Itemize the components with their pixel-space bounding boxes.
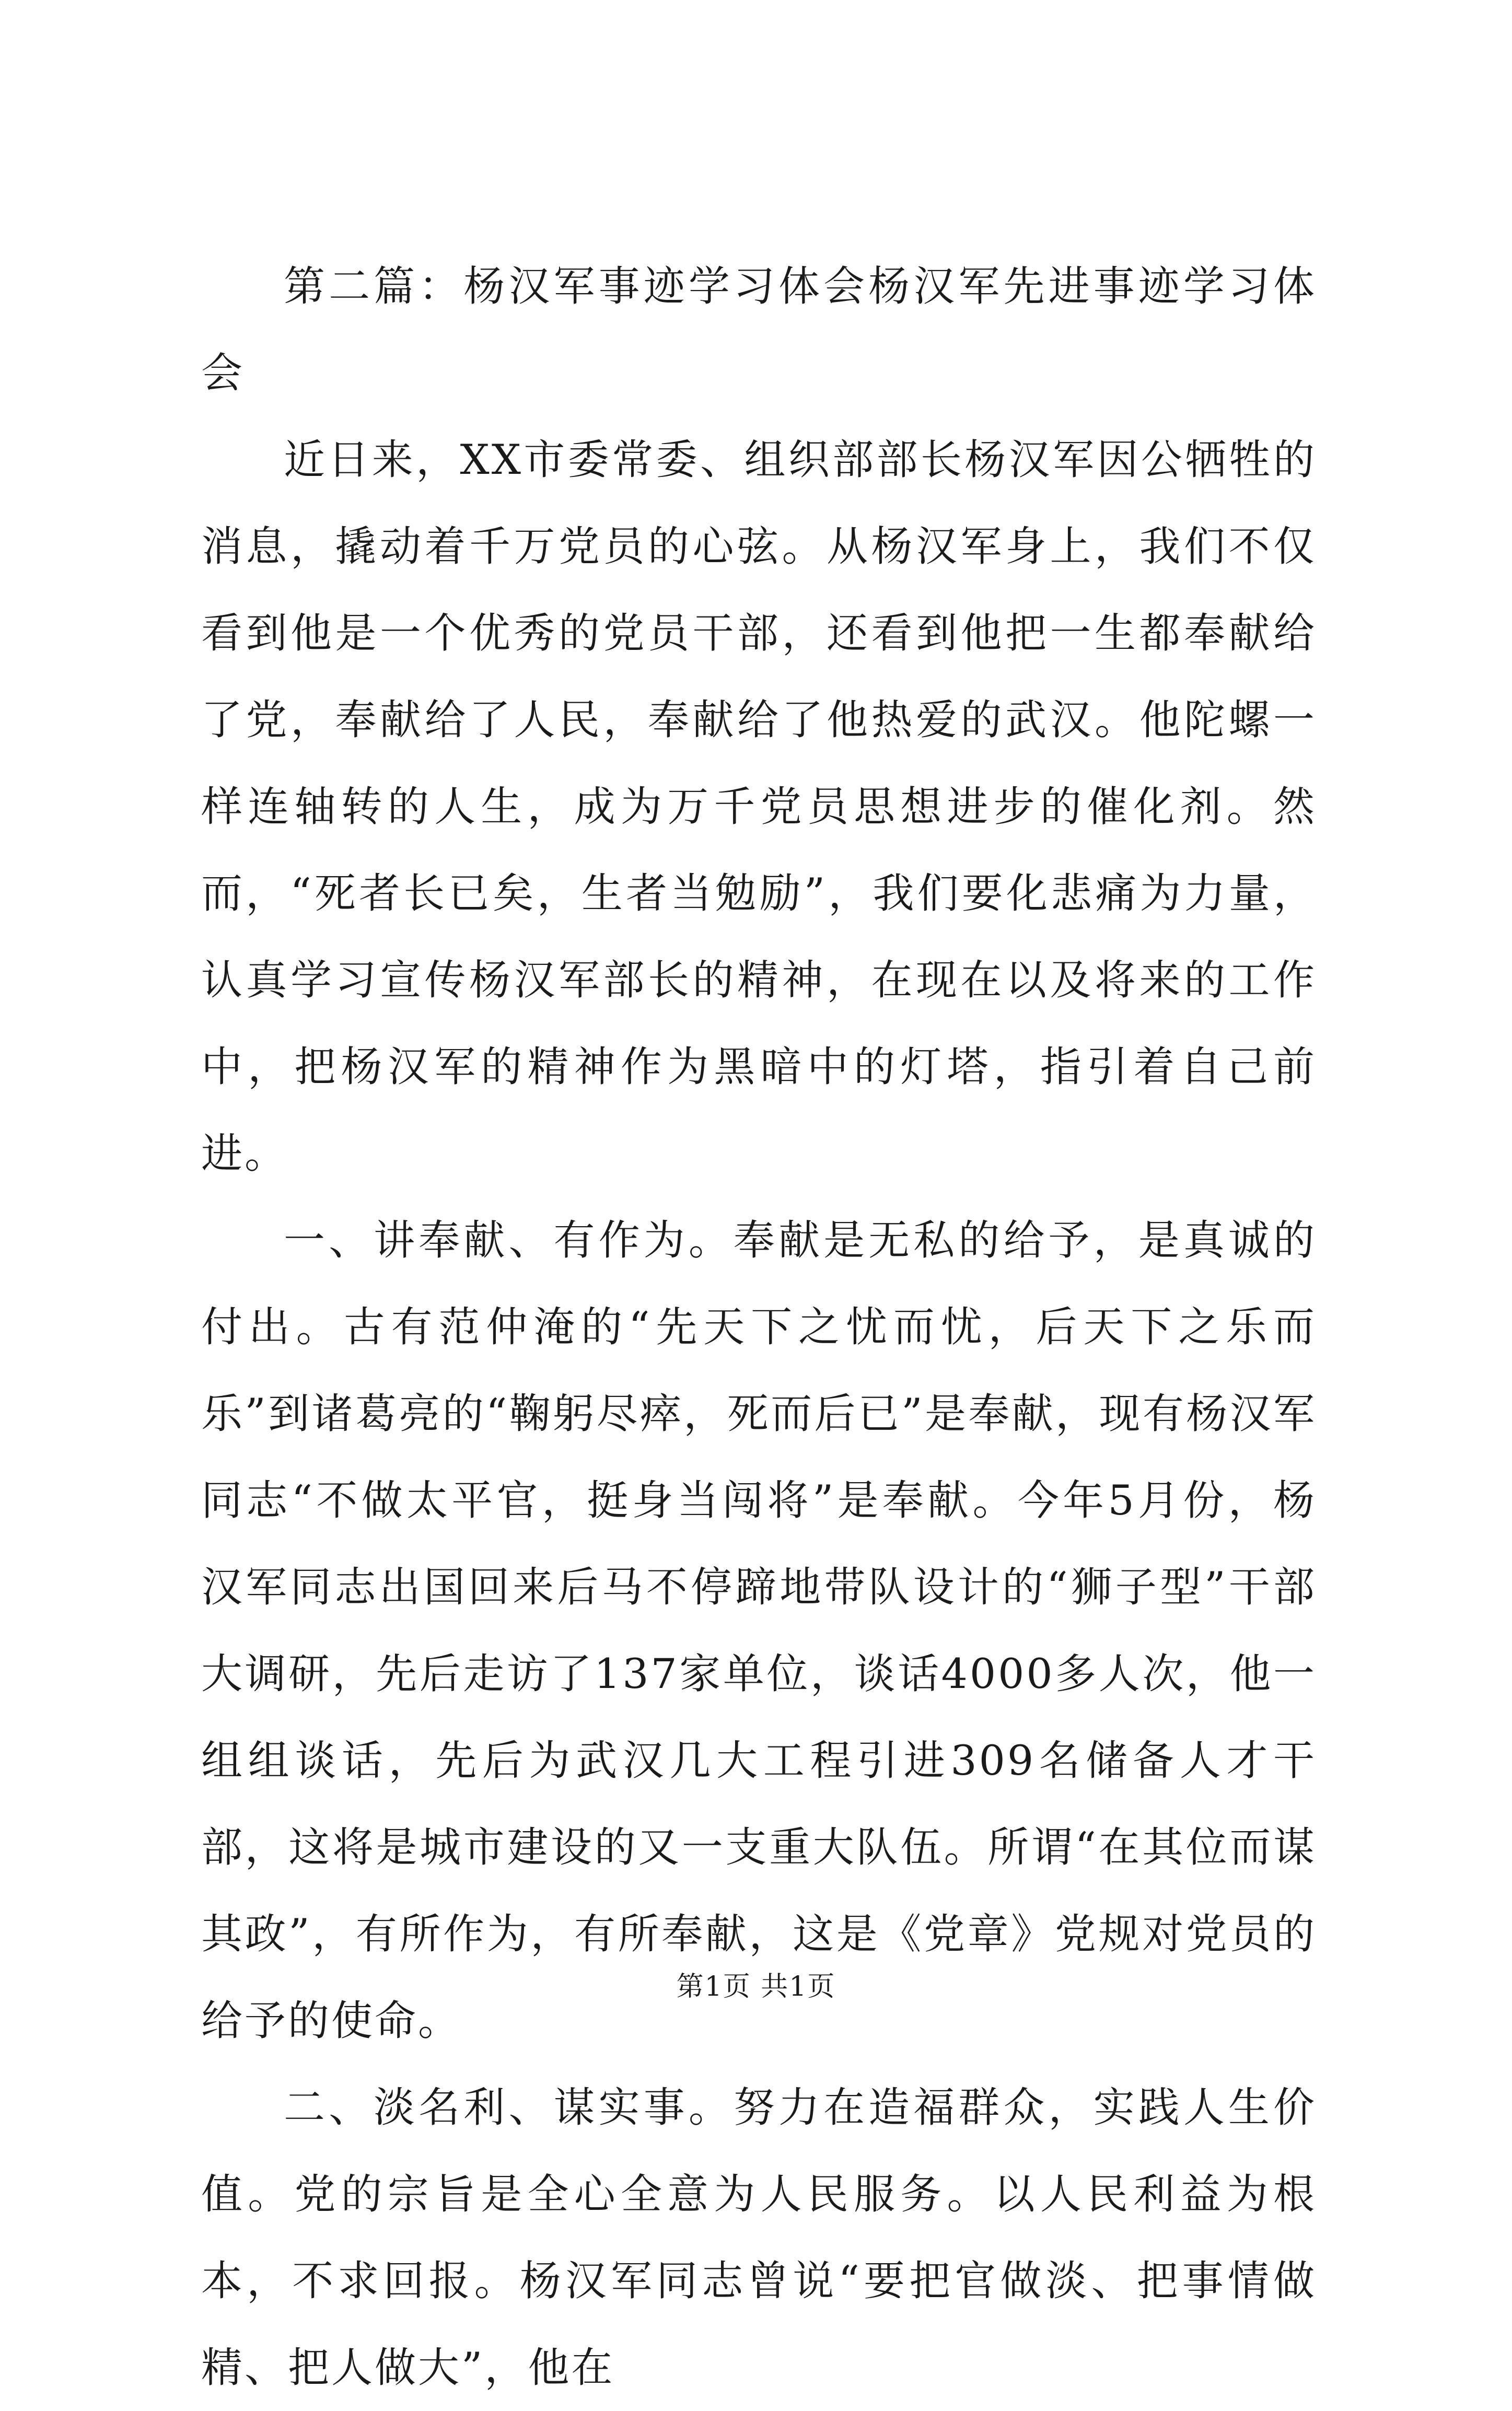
document-body [201,243,1317,2411]
paragraph-section-2: 二、淡名利、谋实事。努力在造福群众，实践人生价值。党的宗旨是全心全意为人民服务。以人民利益为根本，不求回报。杨汉军同志曾说“要把官做淡、把事情做精、把人做大”，他在 [201,2083,1317,2392]
page-footer: 第1页 共1页 [676,1971,836,2002]
document-title: 第二篇：杨汉军事迹学习体会杨汉军先进事迹学习体会 [201,262,1317,397]
paragraph-section-1: 一、讲奉献、有作为。奉献是无私的给予，是真诚的付出。古有范仲淹的“先天下之忧而忧，后天下之乐而乐”到诸葛亮的“鞠躬尽瘁，死而后已”是奉献，现有杨汉军同志“不做太平官，挺身当闯将”是奉献。今年5月份，杨汉军同志出国回来后马不停蹄地带队设计的“狮子型”干部大调研，先后走访了137家单位，谈话4000多人次，他一组组谈话，先后为武汉几大工程引进309名储备人才干部，这将是城市建设的又一支重大队伍。所谓“在其位而谋其政”，有所作为，有所奉献，这是《党章》党规对党员的给予的使命。 [201,1216,1317,2045]
paragraph-intro: 近日来，XX市委常委、组织部部长杨汉军因公牺牲的消息，撬动着千万党员的心弦。从杨汉军身上，我们不仅看到他是一个优秀的党员干部，还看到他把一生都奉献给了党，奉献给了人民，奉献给了他热爱的武汉。他陀螺一样连轴转的人生，成为万千党员思想进步的催化剂。然而，“死者长已矣，生者当勉励”，我们要化悲痛为力量，认真学习宣传杨汉军部长的精神，在现在以及将来的工作中，把杨汉军的精神作为黑暗中的灯塔，指引着自己前进。 [201,436,1317,1178]
